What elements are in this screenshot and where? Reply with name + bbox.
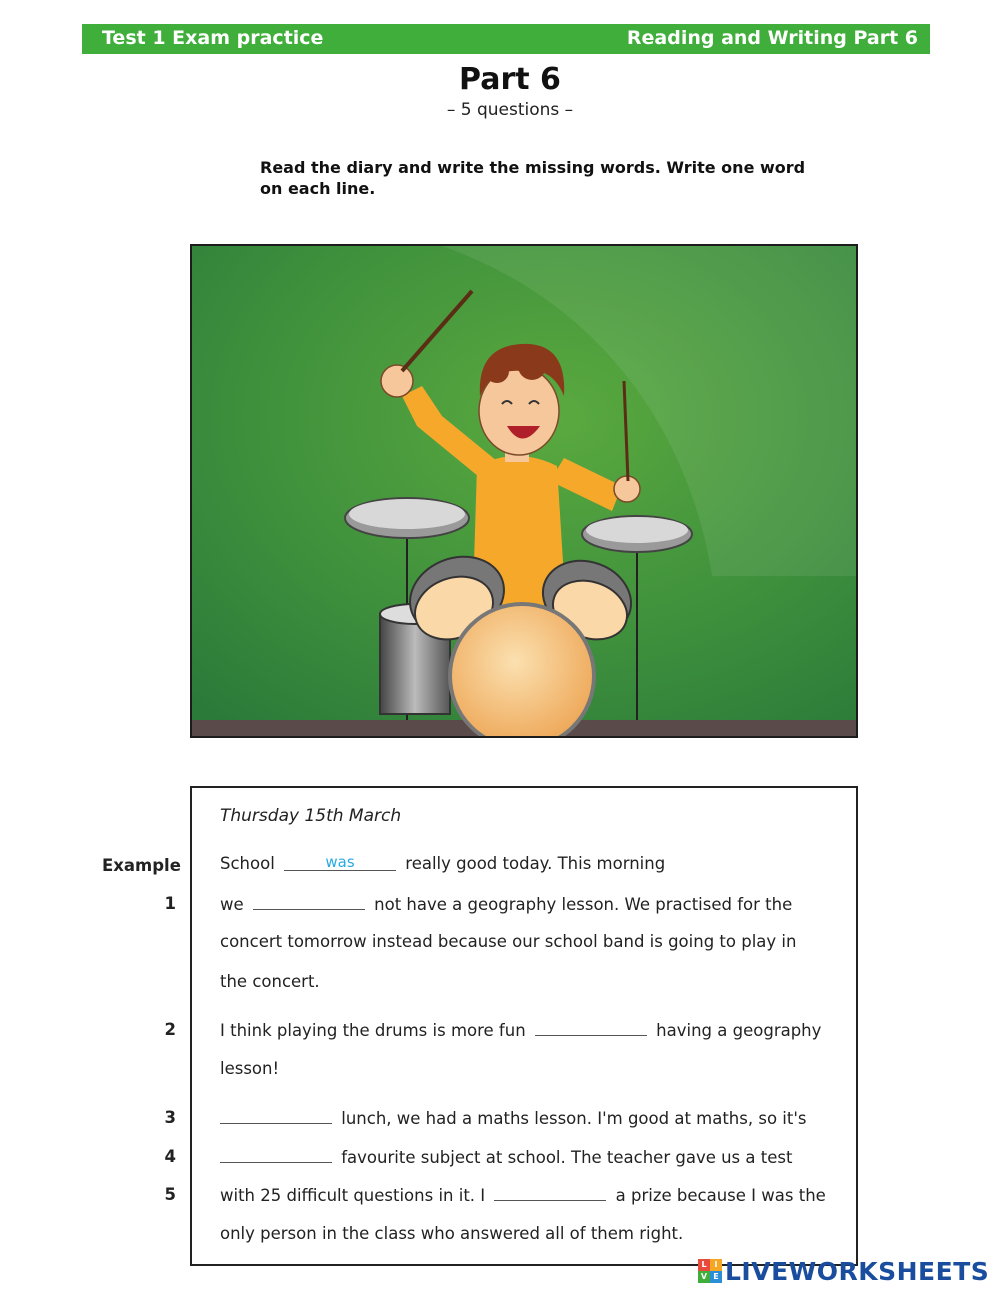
answer-blank-3[interactable] (220, 1107, 332, 1124)
question-number-5: 5 (164, 1185, 176, 1204)
line-text-after: a prize because I was the (615, 1186, 826, 1205)
example-answer-blank (284, 854, 396, 871)
answer-blank-4[interactable] (220, 1146, 332, 1163)
part-title: Part 6 (459, 62, 561, 97)
part-subtitle: – 5 questions – (446, 100, 574, 120)
line-text-before: with 25 difficult questions in it. I (220, 1186, 486, 1205)
diary-date: Thursday 15th March (220, 806, 402, 826)
header-bar (82, 24, 930, 54)
line-text-before: School (220, 854, 275, 873)
answer-blank-1[interactable] (253, 893, 365, 910)
diary-line-4 (220, 1146, 792, 1167)
instruction-text: Read the diary and write the missing words. Write one word on each line. (260, 158, 806, 198)
diary-line-2 (220, 1019, 821, 1040)
diary-line-5 (220, 1184, 826, 1205)
answer-blank-2[interactable] (535, 1019, 647, 1036)
liveworksheets-logo-icon: L I V E (698, 1259, 722, 1283)
diary-line-continuation: only person in the class who answered all of them right. (220, 1224, 684, 1243)
line-text-before: we (220, 895, 244, 914)
line-text-after: favourite subject at school. The teacher gave us a test (341, 1148, 793, 1167)
example-label: Example (102, 856, 181, 875)
question-number-1: 1 (164, 894, 176, 913)
line-text-after: not have a geography lesson. We practised for the (374, 895, 793, 914)
question-number-4: 4 (164, 1147, 176, 1166)
drummer-picture (190, 244, 858, 738)
line-text-before: I think playing the drums is more fun (220, 1021, 526, 1040)
liveworksheets-logo (698, 1256, 989, 1286)
example-answer: was (325, 853, 355, 871)
diary-line-example (220, 854, 665, 873)
diary-line-1 (220, 893, 792, 914)
question-number-2: 2 (164, 1020, 176, 1039)
diary-line-continuation: concert tomorrow instead because our school band is going to play in (220, 932, 797, 951)
answer-blank-5[interactable] (494, 1184, 606, 1201)
diary-line-continuation: lesson! (220, 1059, 280, 1078)
boy-playing-drums-illustration (192, 246, 856, 736)
header-left-title: Test 1 Exam practice (102, 27, 324, 49)
header-right-title: Reading and Writing Part 6 (626, 27, 918, 49)
diary-line-3 (220, 1107, 806, 1128)
line-text-after: having a geography (656, 1021, 822, 1040)
line-text-after: lunch, we had a maths lesson. I'm good at maths, so it's (341, 1109, 807, 1128)
liveworksheets-logo-text: LIVEWORKSHEETS (725, 1256, 990, 1286)
question-number-3: 3 (164, 1108, 176, 1127)
line-text-after: really good today. This morning (405, 854, 666, 873)
diary-line-continuation: the concert. (220, 972, 320, 991)
